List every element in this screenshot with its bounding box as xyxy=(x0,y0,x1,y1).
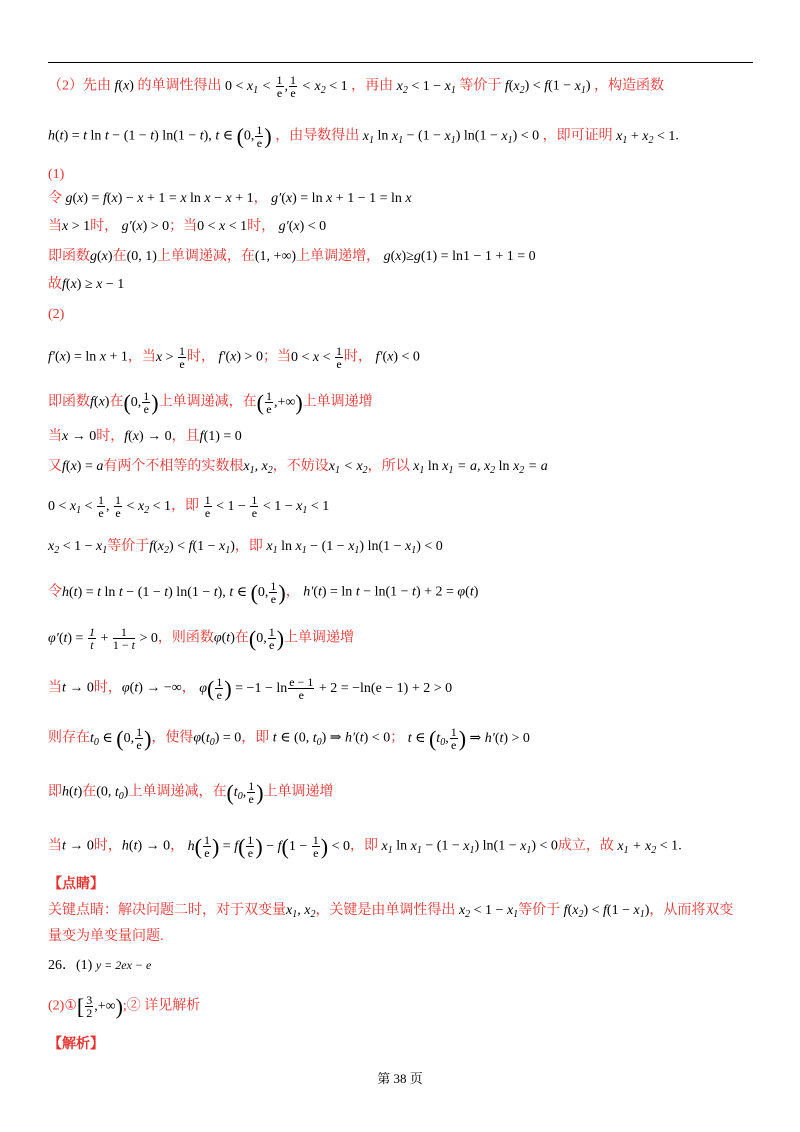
sol1-line-3: 即函数g(x)在(0, 1)上单调递减，在(1, +∞)上单调递增， g(x)≥g(1) = ln1 − 1 + 1 = 0 xyxy=(48,249,536,264)
comment-line-2: 量变为单变量问题. xyxy=(48,929,164,944)
sol2-line-11: 即h(t)在(0, $t_0$)上单调递减，在($t_0$, $\frac{1}{e}$ )上单调递增 xyxy=(48,779,334,806)
sol2-line-8: φ′(t) = $\frac{1}{t}$ + $\frac{1}{1 - t}$ > 0，则函数φ(t)在(0, $\frac{1}{e}$ )上单调递增 xyxy=(48,625,355,652)
sol2-line-9: 当t → 0时，φ(t) → −∞， φ( $\frac{1}{e}$ ) = −1 − ln $\frac{e - 1}{e}$ + 2 = −ln(e − 1) + 2 > 0 xyxy=(48,675,453,702)
sol2-label: (2) xyxy=(48,307,65,322)
intro-text: ，构造函数 xyxy=(594,78,665,94)
comment-line-1: 关键点睛：解决问题二时，对于双变量$x_1$, $x_2$，关键是由单调性得出 $x_2 < 1 - x_1$等价于 $f(x_2) < f(1 - x_1)$，从而将双变 xyxy=(48,903,734,920)
sol2-line-1: f′(x) = ln x + 1，当x > $\frac{1}{e}$ 时， f′(x) > 0；当0 < x < $\frac{1}{e}$ 时， f′(x) < 0 xyxy=(48,344,420,371)
sol2-line-6: $x_2 < 1 - x_1$等价于$f(x_2) < f(1 - x_1)$，即 $x_1$ $\ln x_1 - (1 - x_1) \ln(1 - x_1) < 0$ xyxy=(48,539,443,556)
comment-title: 【点睛】 xyxy=(48,877,104,892)
sol2-line-5: $0 < x_1$ < $\frac{1}{e}$ , $\frac{1}{e}$ < $x_2 < 1$，即 $\frac{1}{e}$ < 1 − $\frac{1}{e}$ < $1 - x_1 < 1$ xyxy=(48,493,330,520)
sol2-line-4: 又f(x) = a有两个不相等的实数根$x_1$, $x_2$，不妨设$x_1 < x_2$，所以 $x_1$ $\ln x_1 = a$, $x_2$ $\ln x_2 = a$ xyxy=(48,459,548,476)
sol2-line-3: 当x → 0时，f(x) → 0，且f(1) = 0 xyxy=(48,429,242,444)
sol2-line-12: 当t → 0时，h(t) → 0， h( $\frac{1}{e}$ ) = f( $\frac{1}{e}$ ) − f(1 − $\frac{1}{e}$ ) < 0，即 $x_1$ $\ln x_1 - (1 - x_1) \ln(1 - x_1) < 0$成立，故 $x_1 + x_2 < 1$. xyxy=(48,833,682,860)
intro-text: 的单调性得出 xyxy=(137,78,222,94)
sol1-line-1: 令 g(x) = f(x) − x + 1 = x ln x − x + 1， g′(x) = ln x + 1 − 1 = ln x xyxy=(48,191,412,206)
intro-text: ，再由 xyxy=(351,78,394,94)
intro-text: 等价于 xyxy=(459,78,502,94)
intro-text: ，即可证明 xyxy=(542,128,613,144)
sol2-line-2: 即函数f(x)在(0, $\frac{1}{e}$ )上单调递减，在( $\frac{1}{e}$ ,+∞)上单调递增 xyxy=(48,389,373,416)
intro-line-2: h(t) = t ln t − (1 − t) ln(1 − t), t ∈ (0, $\frac{1}{e}$ ) ，由导数得出 $x_1$ $\ln x_1 - (1 - x_1) \ln(1 - x_1) < 0$ ，即可证明 $x_1 + x_2 < 1$. xyxy=(48,123,679,150)
sol2-line-7: 令h(t) = t ln t − (1 − t) ln(1 − t), t ∈ (0, $\frac{1}{e}$ )， h′(t) = ln t − ln(1 − t) + 2 = φ(t) xyxy=(48,579,479,606)
header-rule xyxy=(48,62,753,63)
sol2-line-10: 则存在$t_0$ ∈ (0, $\frac{1}{e}$ )，使得$\varphi(t_0) = 0$，即 t ∈ (0, $t_0$) ⇒ h′(t) < 0； t ∈ ($t_0$, $\frac{1}{e}$ ) ⇒ h′(t) > 0 xyxy=(48,725,530,752)
analysis-title: 【解析】 xyxy=(48,1037,104,1052)
intro-text: （2）先由 xyxy=(48,78,111,94)
intro-line-1: （2）先由 f(x) 的单调性得出 $0 < x_1$ < $\frac{1}{e}$ , $\frac{1}{e}$ < $x_2 < 1$ ，再由 $x_2 < 1 - x_1$ 等价于 $f(x_2) < f(1 - x_1)$ ，构造函数 xyxy=(48,73,665,100)
q26-line-1: 26．(1) y = 2ex − e xyxy=(48,958,152,973)
sol1-line-4: 故f(x) ≥ x − 1 xyxy=(48,277,125,292)
q26-line-2: (2)①[ $\frac{3}{2}$ ,+∞);② 详见解析 xyxy=(48,993,201,1020)
intro-text: ，由导数得出 xyxy=(275,128,360,144)
sol1-line-2: 当x > 1时， g′(x) > 0；当0 < x < 1时， g′(x) < 0 xyxy=(48,219,327,234)
sol1-label: (1) xyxy=(48,167,65,182)
page-footer: 第 38 页 xyxy=(377,1071,423,1086)
